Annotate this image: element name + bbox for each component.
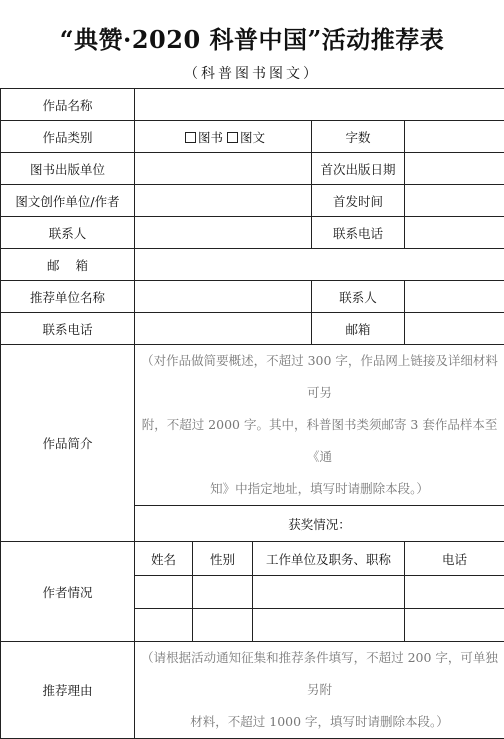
awards-field[interactable]: [135, 506, 504, 542]
category-label: 作品类别: [1, 121, 135, 153]
recommendation-form-table: [0, 88, 504, 739]
rec-email-label: 邮箱: [312, 313, 405, 345]
form-title: “典赞·2020 科普中国”活动推荐表: [0, 20, 504, 55]
reason-note-line: 材料，不超过 1000 字，填写时请删除本段。）: [135, 706, 504, 738]
form-subtitle: （科普图书图文）: [0, 63, 504, 83]
category-book-checkbox[interactable]: [185, 132, 196, 143]
intro-note[interactable]: [135, 345, 504, 506]
first-pub-date-label: 首次出版日期: [312, 153, 405, 185]
reason-note-line: （请根据活动通知征集和推荐条件填写，不超过 200 字，可单独另附: [135, 642, 504, 706]
rec-phone-field[interactable]: [135, 313, 312, 345]
work-name-label: 作品名称: [1, 89, 135, 121]
author-name-cell[interactable]: [135, 576, 193, 609]
author-phone-header: 电话: [405, 542, 504, 576]
author-work-unit-cell[interactable]: [253, 609, 405, 642]
awards-label: 获奖情况：: [288, 517, 351, 532]
intro-label: 作品简介: [1, 345, 135, 542]
author-name-header: 姓名: [135, 542, 193, 576]
author-label: 作者情况: [1, 542, 135, 642]
reason-note[interactable]: [135, 642, 504, 739]
contact-label: 联系人: [1, 217, 135, 249]
category-article-label: 图文: [240, 130, 265, 145]
category-options: [135, 121, 312, 153]
publisher-field[interactable]: [135, 153, 312, 185]
email-label: 邮 箱: [1, 249, 135, 281]
author-work-unit-header: 工作单位及职务、职称: [253, 542, 405, 576]
rec-contact-field[interactable]: [405, 281, 504, 313]
word-count-field[interactable]: [405, 121, 504, 153]
category-article-checkbox[interactable]: [227, 132, 238, 143]
word-count-label: 字数: [312, 121, 405, 153]
first-pub-date-field[interactable]: [405, 153, 504, 185]
creator-label: 图文创作单位/作者: [1, 185, 135, 217]
first-release-field[interactable]: [405, 185, 504, 217]
intro-note-line: （对作品做简要概述，不超过 300 字，作品网上链接及详细材料可另: [135, 345, 504, 409]
intro-note-line: 知》中指定地址，填写时请删除本段。）: [135, 473, 504, 505]
rec-phone-label: 联系电话: [1, 313, 135, 345]
author-gender-cell[interactable]: [193, 576, 253, 609]
email-field[interactable]: [135, 249, 504, 281]
creator-field[interactable]: [135, 185, 312, 217]
rec-contact-label: 联系人: [312, 281, 405, 313]
recommender-field[interactable]: [135, 281, 312, 313]
recommender-label: 推荐单位名称: [1, 281, 135, 313]
contact-phone-label: 联系电话: [312, 217, 405, 249]
intro-note-line: 附，不超过 2000 字。其中，科普图书类须邮寄 3 套作品样本至《通: [135, 409, 504, 473]
author-name-cell[interactable]: [135, 609, 193, 642]
category-book-label: 图书: [198, 130, 223, 145]
rec-email-field[interactable]: [405, 313, 504, 345]
contact-phone-field[interactable]: [405, 217, 504, 249]
first-release-label: 首发时间: [312, 185, 405, 217]
author-work-unit-cell[interactable]: [253, 576, 405, 609]
author-phone-cell[interactable]: [405, 576, 504, 609]
author-phone-cell[interactable]: [405, 609, 504, 642]
author-gender-cell[interactable]: [193, 609, 253, 642]
publisher-label: 图书出版单位: [1, 153, 135, 185]
contact-field[interactable]: [135, 217, 312, 249]
work-name-field[interactable]: [135, 89, 504, 121]
author-gender-header: 性别: [193, 542, 253, 576]
reason-label: 推荐理由: [1, 642, 135, 739]
